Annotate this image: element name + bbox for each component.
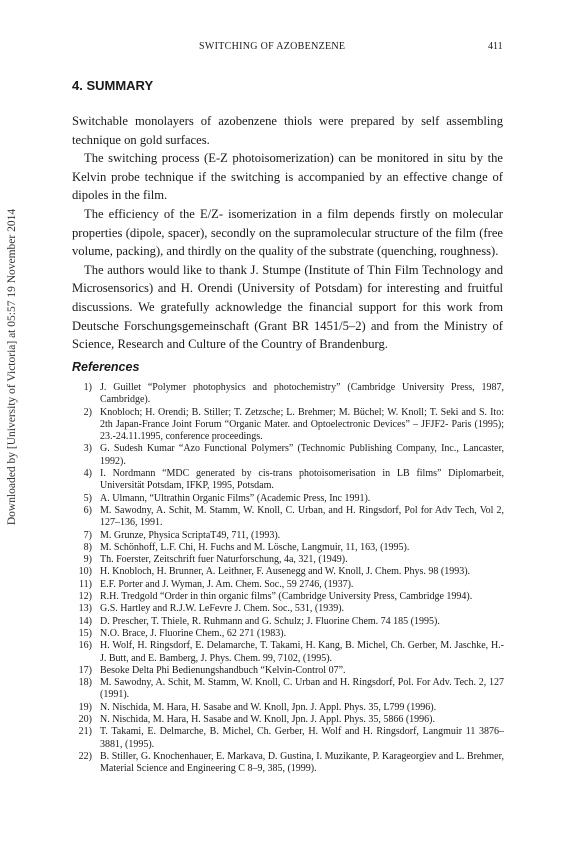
reference-number: 10) [78,566,92,578]
reference-text: N.O. Brace, J. Fluorine Chem., 62 271 (1983). [100,627,287,639]
reference-text: E.F. Porter and J. Wyman, J. Am. Chem. Soc., 59 2746, (1937). [100,578,354,590]
reference-number: 3) [83,443,92,455]
references-heading: References [72,360,140,374]
reference-number: 2) [83,406,92,418]
summary-body [72,112,503,354]
reference-number: 20) [78,714,92,726]
summary-paragraph: The switching process (E-Z photoisomerization) can be monitored in situ by the Kelvin probe technique if the switching is accompanied by an effective change of dipoles in the film. [72,151,503,203]
running-header [0,41,576,55]
reference-number: 5) [83,492,92,504]
reference-item [72,702,504,714]
reference-number: 14) [78,615,92,627]
reference-item [72,505,504,530]
reference-number: 13) [78,603,92,615]
reference-item [72,407,504,444]
reference-number: 18) [78,677,92,689]
reference-text: D. Prescher, T. Thiele, R. Ruhmann and G. Schulz; J. Fluorine Chem. 74 185 (1995). [100,615,440,627]
reference-number: 1) [83,382,92,393]
reference-item [72,665,504,677]
reference-item [72,751,504,776]
reference-text: A. Ulmann, “Ultrathin Organic Films” (Academic Press, Inc 1991). [100,492,371,504]
reference-number: 21) [78,726,92,738]
reference-text: R.H. Tredgold “Order in thin organic films” (Cambridge University Press, Cambridge 1994). [100,591,473,603]
reference-item [72,468,504,493]
reference-text: N. Nischida, M. Hara, H. Sasabe and W. Knoll, Jpn. J. Appl. Phys. 35, L799 (1996). [100,701,437,713]
reference-list [72,382,504,776]
reference-item [72,603,504,615]
reference-item [72,677,504,702]
summary-heading: 4. SUMMARY [72,78,154,93]
reference-text: B. Stiller, G. Knochenhauer, E. Markava, D. Gustina, I. Muzikante, P. Karageorgiev and L. Brehmer, Material Science and Engineering C 8–9, 385, (1999). [100,750,504,775]
reference-item [72,443,504,468]
reference-text: G. Sudesh Kumar “Azo Functional Polymers” (Technomic Publishing Company, Inc., Lancaster, 1992). [100,443,504,467]
reference-text: G.S. Hartley and R.J.W. LeFevre J. Chem. Soc., 531, (1939). [100,603,345,615]
reference-text: M. Sawodny, A. Schit, M. Stamm, W. Knoll, C. Urban, and H. Ringsdorf, Pol for Adv Tech, Vol 2, 127–136, 1991. [100,504,504,529]
reference-text: N. Nischida, M. Hara, H. Sasabe and W. Knoll, Jpn. J. Appl. Phys. 35, 5866 (1996). [100,714,435,726]
reference-item [72,542,504,554]
reference-item [72,628,504,640]
reference-text: M. Grunze, Physica ScriptaT49, 711, (1993). [100,529,281,541]
reference-item [72,382,504,407]
reference-text: Besoke Delta Phi Bedienungshandbuch “Kelvin-Control 07”. [100,664,346,676]
reference-number: 16) [78,640,92,652]
reference-number: 6) [83,504,92,516]
reference-text: H. Knobloch, H. Brunner, A. Leithner, F. Ausenegg and W. Knoll, J. Chem. Phys. 98 (1993). [100,566,471,578]
reference-item [72,554,504,566]
reference-text: Knobloch; H. Orendi; B. Stiller; T. Zetzsche; L. Brehmer; M. Büchel; W. Knoll; T. Seki and S. Ito: 2th Japan-France Joint Forum “Organic Mater. and Optoelectronic Devices” – JFJF2- Paris (1995); 23.-24.11.1995, conference proceedings. [100,406,504,443]
reference-item [72,640,504,665]
reference-number: 9) [83,554,92,566]
reference-text: Th. Foerster, Zeitschrift fuer Naturforschung, 4a, 321, (1949). [100,554,348,566]
reference-item [72,493,504,505]
page-number: 411 [488,41,503,52]
reference-item [72,591,504,603]
reference-item [72,714,504,726]
reference-number: 12) [78,591,92,603]
reference-text: J. Guillet “Polymer photophysics and photochemistry” (Cambridge University Press, 1987, Cambridge). [100,382,504,406]
reference-number: 22) [78,750,92,762]
download-watermark-text: Downloaded by [University of Victoria] at 05:57 19 November 2014 [6,208,18,526]
acknowledgement-paragraph: The authors would like to thank J. Stumpe (Institute of Thin Film Technology and Microsensorics) and H. Orendi (University of Potsdam) for interesting and fruitful discussions. We gratefully acknowledge the financial support for this work from Deutsche Forschungsgemeinschaft (Grant BR 1451/5–2) and from the Ministry of Science, Research and Culture of the Country of Brandenburg. [72,262,503,352]
reference-item [72,579,504,591]
summary-paragraph: Switchable monolayers of azobenzene thiols were prepared by self assembling technique on gold surfaces. [72,114,503,147]
reference-text: H. Wolf, H. Ringsdorf, E. Delamarche, T. Takami, H. Kang, B. Michel, Ch. Gerber, M. Jaschke, H.-J. Butt, and E. Bamberg, J. Phys. Chem. 99, 7102, (1995). [100,640,504,664]
reference-number: 7) [83,529,92,541]
reference-number: 19) [78,701,92,713]
reference-item [72,530,504,542]
reference-text: M. Schönhoff, L.F. Chi, H. Fuchs and M. Lösche, Langmuir, 11, 163, (1995). [100,541,410,553]
reference-item [72,726,504,751]
summary-paragraph: The efficiency of the E/Z- isomerization in a film depends firstly on molecular properties (dipole, spacer), secondly on the supramolecular structure of the film (free volume, packing), and thirdly on the quality of the substrate (quenching, roughness). [72,206,503,259]
reference-text: T. Takami, E. Delmarche, B. Michel, Ch. Gerber, H. Wolf and H. Ringsdorf, Langmuir 11 3876–3881, (1995). [100,726,504,750]
reference-number: 8) [83,541,92,553]
reference-number: 17) [78,664,92,676]
reference-number: 11) [79,578,92,590]
running-title: SWITCHING OF AZOBENZENE [199,41,346,52]
reference-text: M. Sawodny, A. Schit, M. Stamm, W. Knoll, C. Urban and H. Ringsdorf, Pol. For Adv. Tech. 2, 127 (1991). [100,677,504,701]
reference-item [72,616,504,628]
reference-number: 15) [78,627,92,639]
download-watermark [4,132,20,602]
reference-number: 4) [83,468,92,480]
reference-item [72,566,504,578]
reference-text: I. Nordmann “MDC generated by cis-trans photoisomerisation in LB films” Diplomarbeit, Universität Potsdam, IFKP, 1995, Potsdam. [100,468,504,492]
